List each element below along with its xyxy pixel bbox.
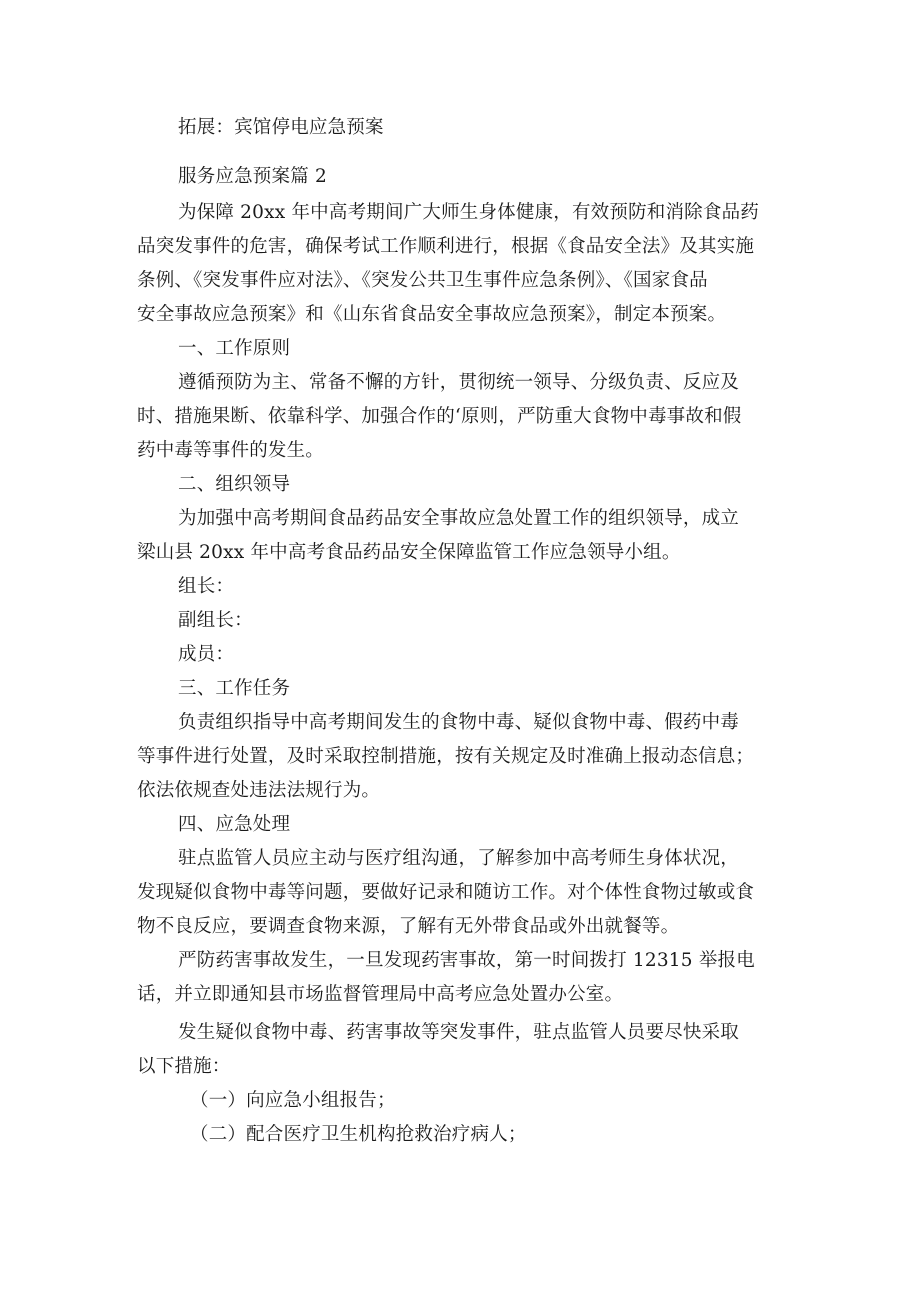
list-item: （二）配合医疗卫生机构抢救治疗病人； — [190, 1124, 527, 1145]
text-line: 负责组织指导中高考期间发生的食物中毒、疑似食物中毒、假药中毒 — [178, 712, 740, 733]
text-line: 品突发事件的危害，确保考试工作顺利进行，根据《食品安全法》及其实施 — [137, 236, 755, 257]
text-line: 梁山县 20xx 年中高考食品药品安全保障监管工作应急领导小组。 — [137, 542, 681, 563]
text-line: 发现疑似食物中毒等问题，要做好记录和随访工作。对个体性食物过敏或食 — [137, 882, 755, 903]
section-heading: 四、应急处理 — [178, 814, 291, 835]
text-line: 等事件进行处置，及时采取控制措施，按有关规定及时准确上报动态信息； — [137, 746, 755, 767]
text-line: 药中毒等事件的发生。 — [137, 440, 325, 461]
text-line: 严防药害事故发生，一旦发现药害事故，第一时间拨打 12315 举报电 — [178, 950, 755, 971]
text-line: 以下措施： — [137, 1056, 231, 1077]
text-line: 组长： — [178, 576, 235, 597]
section-heading: 服务应急预案篇 2 — [178, 166, 327, 187]
text-line: 驻点监管人员应主动与医疗组沟通，了解参加中高考师生身体状况， — [178, 848, 740, 869]
text-line: 话，并立即通知县市场监督管理局中高考应急处置办公室。 — [137, 984, 624, 1005]
text-line: 拓展：宾馆停电应急预案 — [178, 117, 384, 138]
text-line: 为加强中高考期间食品药品安全事故应急处置工作的组织领导，成立 — [178, 508, 740, 529]
text-line: 条例、《突发事件应对法》、《突发公共卫生事件应急条例》、《国家食品 — [137, 270, 708, 291]
text-line: 时、措施果断、依靠科学、加强合作的‘原则，严防重大食物中毒事故和假 — [137, 406, 742, 427]
text-line: 遵循预防为主、常备不懈的方针，贯彻统一领导、分级负责、反应及 — [178, 372, 740, 393]
list-item: （一）向应急小组报告； — [190, 1090, 396, 1111]
text-line: 副组长： — [178, 610, 253, 631]
text-line: 安全事故应急预案》和《山东省食品安全事故应急预案》，制定本预案。 — [137, 304, 727, 325]
text-line: 发生疑似食物中毒、药害事故等突发事件，驻点监管人员要尽快采取 — [178, 1022, 740, 1043]
section-heading: 二、组织领导 — [178, 474, 291, 495]
text-line: 依法依规查处违法法规行为。 — [137, 780, 381, 801]
text-line: 成员： — [178, 644, 235, 665]
section-heading: 一、工作原则 — [178, 338, 291, 359]
text-line: 物不良反应，要调查食物来源，了解有无外带食品或外出就餐等。 — [137, 916, 680, 937]
text-line: 为保障 20xx 年中高考期间广大师生身体健康，有效预防和消除食品药 — [178, 202, 759, 223]
section-heading: 三、工作任务 — [178, 678, 291, 699]
